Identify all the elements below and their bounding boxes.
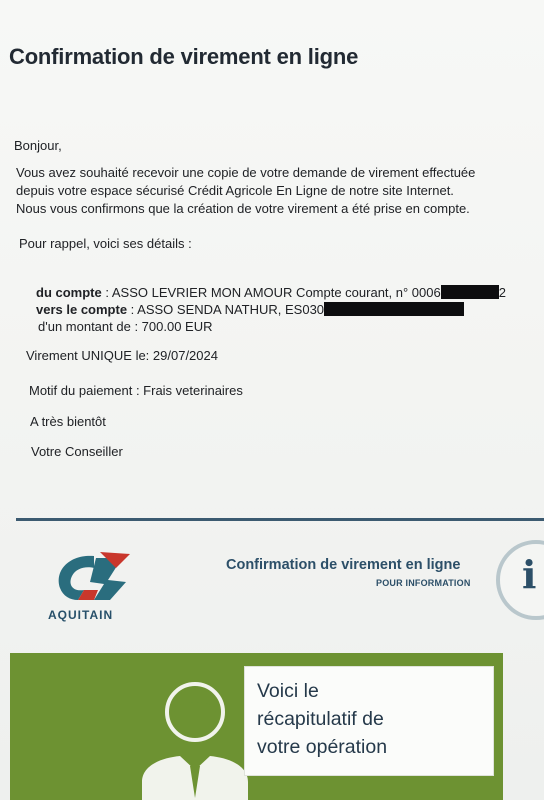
from-account-line: [36, 284, 506, 301]
payment-reason: Motif du paiement : Frais veterinaires: [29, 383, 243, 398]
footer-header-title: Confirmation de virement en ligne: [226, 557, 461, 573]
from-account-label: du compte: [36, 285, 102, 300]
redaction-bar: [441, 285, 499, 299]
footer-header-subtitle: POUR INFORMATION: [376, 578, 471, 588]
redaction-bar: [324, 302, 464, 316]
section-divider: [16, 518, 544, 521]
bank-region-label: AQUITAIN: [48, 608, 114, 622]
to-account-label: vers le compte: [36, 302, 128, 317]
from-account-value: : ASSO LEVRIER MON AMOUR Compte courant, n° 0006: [101, 285, 441, 300]
intro-line-1: Vous avez souhaité recevoir une copie de votre demande de virement effectuée: [16, 165, 476, 180]
intro-line-2: depuis votre espace sécurisé Crédit Agricole En Ligne de notre site Internet.: [16, 183, 454, 198]
transfer-date: Virement UNIQUE le: 29/07/2024: [26, 348, 218, 363]
info-badge: [496, 540, 544, 620]
amount-line: d'un montant de : 700.00 EUR: [38, 319, 213, 334]
info-icon: i: [522, 552, 537, 597]
page-title: Confirmation de virement en ligne: [9, 44, 359, 69]
summary-box: [244, 666, 494, 776]
closing-text: A très bientôt: [30, 414, 106, 429]
reminder-text: Pour rappel, voici ses détails :: [19, 236, 192, 251]
intro-line-3: Nous vous confirmons que la création de votre virement a été prise en compte.: [16, 201, 470, 216]
greeting: Bonjour,: [14, 138, 62, 153]
to-account-value: : ASSO SENDA NATHUR, ES030: [127, 302, 325, 317]
to-account-line: [36, 301, 464, 318]
summary-banner-text: Voici le récapitulatif de votre opération: [257, 680, 388, 758]
signature-text: Votre Conseiller: [31, 444, 123, 459]
from-account-suffix: 2: [498, 285, 506, 300]
advisor-avatar-icon: [140, 670, 250, 800]
